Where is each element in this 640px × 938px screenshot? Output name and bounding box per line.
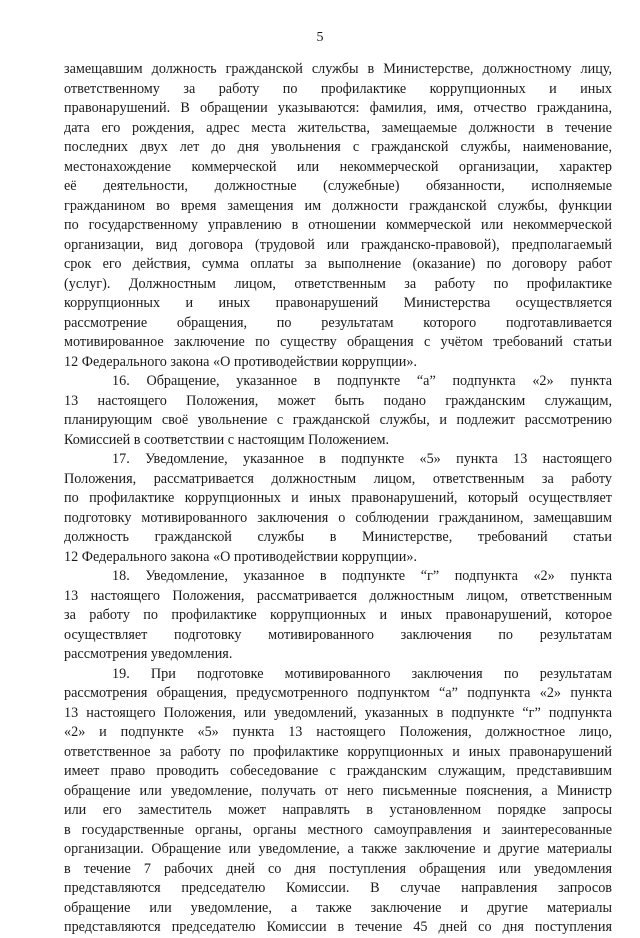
text-line: «2» и подпункте «5» пункта 13 настоящего Положения, должностное лицо, [64,724,612,740]
text-line: Положения, рассматривается должностным лицом, ответственным за работу [64,470,612,487]
text-line: её деятельности, должностные (служебные) обязанности, исполняемые [64,178,612,194]
text-line: срок его действия, сумма оплаты за выполнение (оказание) по договору работ [64,256,612,272]
text-line: Комиссией в соответствии с настоящим Положением. [64,431,390,448]
text-line: в течение 7 рабочих дней со дня поступления обращения или уведомления [64,860,612,877]
text-line: организации. Обращение или уведомление, а также заключение и другие материалы [64,841,612,857]
document-body [64,60,612,938]
text-line: 18. Уведомление, указанное в подпункте “г” подпункта «2» пункта [112,568,612,584]
text-line: имеет право проводить собеседование с гражданским служащим, представившим [64,763,612,779]
text-line: ответственное за работу по профилактике коррупционных и иных правонарушений [64,743,612,760]
text-line: или его заместитель может направлять в установленном порядке запросы [64,802,612,818]
text-line: рассмотрения уведомления. [64,646,233,662]
text-line: планирующим своё увольнение с гражданской службы, и подлежит рассмотрению [64,412,612,428]
text-line: за работу по профилактике коррупционных и иных правонарушений, которое [64,607,612,623]
text-line: 12 Федерального закона «О противодействии коррупции». [64,353,417,370]
text-line: 13 настоящего Положения, или уведомлений, указанных в подпункте “г” подпункта [64,704,612,721]
text-line: гражданином во время замещения им должности гражданской службы, функции [64,197,612,214]
text-line: последних двух лет до дня увольнения с гражданской службы, наименование, [64,139,612,155]
text-line: 17. Уведомление, указанное в подпункте «5» пункта 13 настоящего [112,451,612,467]
text-line: коррупционных и иных правонарушений Министерства осуществляется [64,295,612,311]
text-line: обращение или уведомление, а также заключение и другие материалы [64,899,612,916]
text-line: по государственному управлению в отношении коммерческой или некоммерческой [64,217,612,233]
text-line: дата его рождения, адрес места жительства, замещаемые должности в течение [64,119,612,136]
text-line: представляются председателю Комиссии. В случае направления запросов [64,880,612,896]
text-line: 13 настоящего Положения, может быть подано гражданским служащим, [64,392,612,409]
text-line: 12 Федерального закона «О противодействии коррупции». [64,548,417,565]
text-line: рассмотрение обращения, по результатам которого подготавливается [64,314,612,331]
text-line: рассмотрения обращения, предусмотренного подпунктом “а” подпункта «2» пункта [64,685,612,701]
text-line: организации, вид договора (трудовой или гражданско-правовой), предполагаемый [64,236,612,253]
text-line: должность гражданской службы в Министерстве, требований статьи [64,529,612,545]
page-number: 5 [316,30,324,45]
text-line: ответственному за работу по профилактике коррупционных и иных [64,80,612,97]
text-line: 16. Обращение, указанное в подпункте “а” подпункта «2» пункта [112,373,612,389]
text-line: обращение или уведомление, получать от него письменные пояснения, а Министр [64,782,612,799]
text-line: мотивированное заключение по существу обращения с учётом требований статьи [64,334,612,350]
text-line: по профилактике коррупционных и иных правонарушений, который осуществляет [64,490,612,506]
text-line: представляются председателю Комиссии в течение 45 дней со дня поступления [64,919,612,935]
text-line: (услуг). Должностным лицом, ответственным за работу по профилактике [64,275,612,292]
text-line: правонарушений. В обращении указываются: фамилия, имя, отчество гражданина, [64,100,612,116]
text-line: в государственные органы, органы местного самоуправления и заинтересованные [64,821,612,838]
text-line: 19. При подготовке мотивированного заключения по результатам [112,665,612,682]
text-line: 13 настоящего Положения, рассматривается должностным лицом, ответственным [64,587,612,604]
text-line: осуществляет подготовку мотивированного заключения по результатам [64,626,612,643]
text-line: замещавшим должность гражданской службы в Министерстве, должностному лицу, [64,61,612,77]
text-line: местонахождение коммерческой или некоммерческой организации, характер [64,158,612,175]
text-line: подготовку мотивированного заключения о соблюдении гражданином, замещавшим [64,509,612,526]
